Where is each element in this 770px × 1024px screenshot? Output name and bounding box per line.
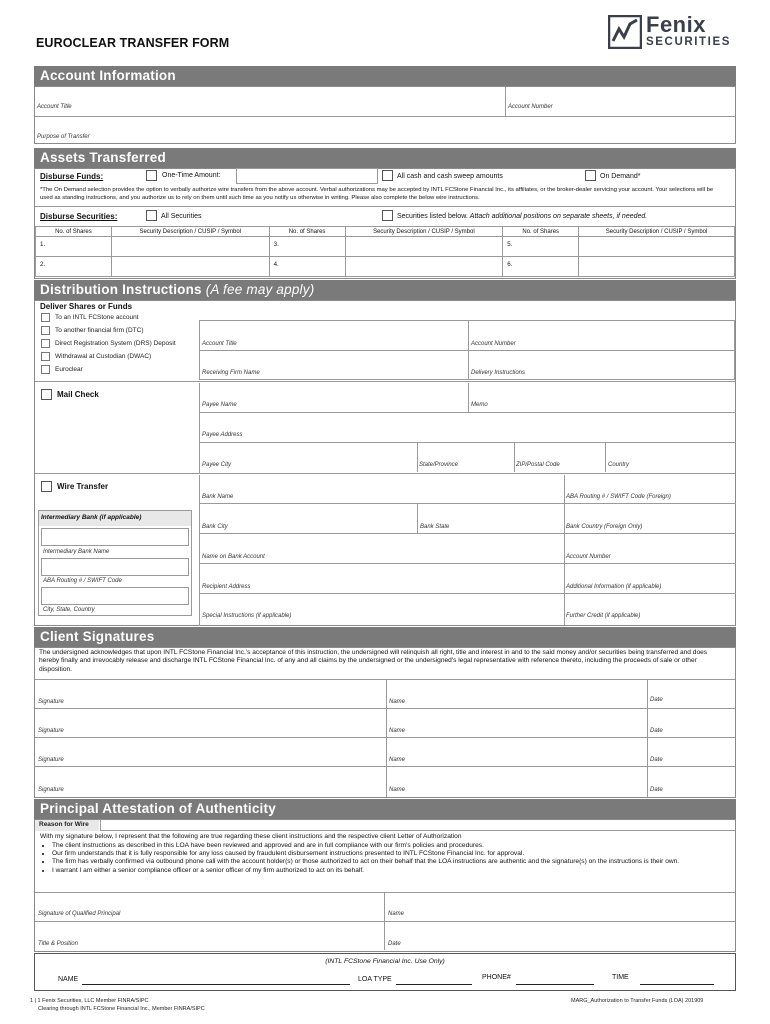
shares-cell[interactable]: 2.: [36, 257, 112, 277]
intermediary-heading: Intermediary Bank (if applicable): [41, 514, 142, 521]
signature-4-label: Signature: [38, 787, 64, 793]
on-demand-checkbox[interactable]: [585, 170, 596, 181]
payee-address-label: Payee Address: [202, 432, 243, 438]
recipient-address-field[interactable]: [201, 565, 561, 582]
reason-label: Reason for Wire: [39, 821, 89, 828]
col-desc-2: Security Description / CUSIP / Symbol: [345, 227, 503, 237]
option-drs-label: Direct Registration System (DRS) Deposit: [55, 340, 176, 347]
time-label: TIME: [612, 974, 629, 981]
date-1-label: Date: [650, 697, 663, 703]
title-position-field[interactable]: [37, 923, 382, 939]
intermediary-aba-field[interactable]: [41, 558, 189, 576]
section-distribution: Distribution Instructions (A fee may apply): [34, 280, 736, 300]
internal-use-heading: (INTL FCStone Financial Inc. Use Only): [325, 958, 445, 965]
option-dwac-checkbox[interactable]: [41, 352, 50, 361]
date-3-label: Date: [650, 757, 663, 763]
account-number-label: Account Number: [508, 104, 553, 110]
intermediary-name-field[interactable]: [41, 528, 189, 546]
name-2-label: Name: [389, 728, 406, 734]
section-attestation: Principal Attestation of Authenticity: [34, 799, 736, 819]
country-field[interactable]: [606, 444, 733, 462]
principal-date-label: Date: [388, 941, 401, 947]
further-credit-label: Further Credit (if applicable): [566, 613, 641, 619]
further-credit-field[interactable]: [566, 595, 733, 612]
one-time-label: One-Time Amount:: [162, 172, 221, 179]
date-4-label: Date: [650, 787, 663, 793]
payee-name-field[interactable]: [201, 384, 465, 402]
name-1-label: Name: [389, 699, 406, 705]
section-client-signatures: Client Signatures: [34, 627, 736, 647]
desc-cell[interactable]: [111, 237, 269, 257]
receiving-firm-field[interactable]: [201, 351, 465, 369]
intermediary-city-field[interactable]: [41, 587, 189, 605]
bank-city-label: Bank City: [202, 524, 228, 530]
all-securities-checkbox[interactable]: [146, 210, 157, 221]
form-title: EUROCLEAR TRANSFER FORM: [36, 36, 230, 50]
name-4-label: Name: [389, 787, 406, 793]
principal-signature-field[interactable]: [37, 894, 382, 910]
one-time-amount-input[interactable]: [236, 168, 378, 184]
col-desc-3: Security Description / CUSIP / Symbol: [579, 227, 735, 237]
table-row: [36, 237, 735, 257]
mail-check-label: Mail Check: [57, 390, 99, 399]
securities-table: [35, 226, 735, 277]
disburse-funds-label: Disburse Funds:: [40, 172, 104, 181]
principal-name-field[interactable]: [387, 894, 734, 910]
on-demand-note: *The On Demand selection provides the option to verbally authorize wire transfers from the above account. Verbal authorizations may be accepted by INTL FCStone Financial Inc., its affiliates, or the broker-dealer servicing your account. Your selections will be used as standing instructions, and you authorize us to rely on them until such time as you notify us otherwise in writing. Please also complete the below wire instructions.: [40, 187, 714, 201]
bank-name-field[interactable]: [201, 476, 561, 493]
principal-signature-label: Signature of Qualified Principal: [38, 911, 121, 917]
reason-field[interactable]: [100, 819, 735, 831]
receiving-firm-label: Receiving Firm Name: [202, 370, 260, 376]
bank-country-label: Bank Country (Foreign Only): [566, 524, 643, 530]
signature-1-label: Signature: [38, 699, 64, 705]
signature-3-field[interactable]: [37, 739, 384, 755]
list-item: • I warrant I am either a senior compliance officer or a senior officer of my firm authorized to act on its behalf.: [52, 867, 730, 875]
memo-label: Memo: [471, 402, 488, 408]
all-securities-label: All Securities: [161, 213, 202, 220]
all-cash-checkbox[interactable]: [382, 170, 393, 181]
intermediary-name-label: Intermediary Bank Name: [43, 549, 110, 555]
intermediary-city-label: City, State, Country: [43, 607, 95, 613]
principal-date-field[interactable]: [387, 923, 734, 939]
desc-cell[interactable]: [345, 257, 503, 277]
option-euroclear-label: Euroclear: [55, 366, 83, 373]
signatures-text: The undersigned acknowledges that upon INTL FCStone Financial Inc.'s acceptance of this instruction, the undersigned will relinquish all right, title and interest in and to the said money and/or securities being transferred and does hereby finally and irrevocably release and discharge INTL FCStone Financial Inc. of any and all claims by the undersigned or the undersigned's legal representative with reference thereto, including the proceeds of sale or other disposition.: [39, 649, 708, 673]
shares-cell[interactable]: 5.: [503, 237, 579, 257]
name-1-field[interactable]: [388, 681, 646, 697]
date-4-field[interactable]: [649, 768, 734, 784]
loa-type-line[interactable]: [396, 984, 472, 985]
col-shares-1: No. of Shares: [36, 227, 112, 237]
col-desc-1: Security Description / CUSIP / Symbol: [111, 227, 269, 237]
wire-account-number-label: Account Number: [566, 554, 611, 560]
shares-cell[interactable]: 4.: [269, 257, 345, 277]
account-title-field[interactable]: [36, 87, 504, 104]
signature-4-field[interactable]: [37, 768, 384, 784]
title-position-label: Title & Position: [38, 941, 78, 947]
name-on-account-label: Name on Bank Account: [202, 554, 265, 560]
additional-info-field[interactable]: [566, 565, 733, 582]
name-3-label: Name: [389, 757, 406, 763]
phone-label: PHONE#: [482, 974, 511, 981]
memo-field[interactable]: [469, 384, 733, 402]
securities-listed-checkbox[interactable]: [382, 210, 393, 221]
internal-name-label: NAME: [58, 976, 79, 983]
logo-subtitle: SECURITIES: [646, 36, 732, 48]
deliver-account-number-label: Account Number: [471, 341, 516, 347]
name-on-account-field[interactable]: [201, 535, 561, 552]
special-instructions-field[interactable]: [201, 595, 561, 612]
signature-2-label: Signature: [38, 728, 64, 734]
disburse-securities-label: Disburse Securities:: [40, 212, 118, 221]
footer-left-1: 1 | 1 Fenix Securities, LLC Member FINRA/SIPC: [30, 998, 149, 1004]
state-field[interactable]: [418, 444, 512, 462]
date-3-field[interactable]: [649, 739, 734, 755]
logo-name: Fenix: [646, 12, 706, 37]
deliver-account-title-field[interactable]: [201, 322, 465, 340]
deliver-account-number-field[interactable]: [469, 322, 733, 340]
state-label: State/Province: [419, 462, 459, 468]
date-2-field[interactable]: [649, 710, 734, 726]
option-dtc-label: To another financial firm (DTC): [55, 327, 144, 334]
shares-cell[interactable]: 3.: [269, 237, 345, 257]
internal-name-line[interactable]: [82, 984, 350, 985]
name-3-field[interactable]: [388, 739, 646, 755]
desc-cell[interactable]: [111, 257, 269, 277]
account-title-label: Account Title: [37, 104, 72, 110]
zip-label: ZIP/Postal Code: [516, 462, 560, 468]
loa-type-label: LOA TYPE: [358, 976, 392, 983]
attestation-intro: With my signature below, I represent that the following are true regarding these client instructions and the respective client Letter of Authorization: [40, 833, 462, 840]
shares-cell[interactable]: 6.: [503, 257, 579, 277]
date-1-field[interactable]: [649, 681, 734, 697]
recipient-address-label: Recipient Address: [202, 584, 251, 590]
bank-city-field[interactable]: [201, 505, 413, 522]
wire-transfer-checkbox[interactable]: [41, 481, 52, 492]
name-2-field[interactable]: [388, 710, 646, 726]
one-time-checkbox[interactable]: [146, 170, 157, 181]
bank-state-label: Bank State: [420, 524, 450, 530]
signature-2-field[interactable]: [37, 710, 384, 726]
footer-right: MARG_Authorization to Transfer Funds (LOA) 201909: [571, 998, 704, 1004]
account-number-field[interactable]: [506, 87, 734, 104]
footer-left-2: Clearing through INTL FCStone Financial Inc., Member FINRA/SIPC: [38, 1006, 205, 1012]
section-assets-transferred: Assets Transferred: [34, 148, 736, 168]
bank-state-field[interactable]: [418, 505, 562, 522]
option-dwac-label: Withdrawal at Custodian (DWAC): [55, 353, 152, 360]
name-4-field[interactable]: [388, 768, 646, 784]
shares-cell[interactable]: 1.: [36, 237, 112, 257]
desc-cell[interactable]: [579, 237, 735, 257]
signature-3-label: Signature: [38, 757, 64, 763]
list-item: • Our firm understands that it is fully responsible for any loss caused by fraudulent disbursement instructions presented to INTL FCStone Financial Inc. for approval.: [52, 850, 730, 858]
special-instructions-label: Special Instructions (if applicable): [202, 613, 292, 619]
section-account-information: Account Information: [34, 66, 736, 86]
fenix-logo: [608, 12, 736, 52]
deliver-label: Deliver Shares or Funds: [40, 302, 133, 311]
desc-cell[interactable]: [345, 237, 503, 257]
payee-city-label: Payee City: [202, 462, 232, 468]
wire-transfer-label: Wire Transfer: [57, 482, 109, 491]
date-2-label: Date: [650, 728, 663, 734]
time-line[interactable]: [640, 984, 714, 985]
mail-check-checkbox[interactable]: [41, 389, 52, 400]
fenix-logo-icon: [608, 15, 642, 49]
attestation-bullets: [40, 842, 730, 875]
payee-address-field[interactable]: [201, 414, 733, 432]
list-item: • The firm has verbally confirmed via outbound phone call with the account holder(s) or those authorized to act on their behalf that the LOA instructions are authentic and the signature(s) on the instructions is their own.: [52, 858, 730, 866]
bank-country-field[interactable]: [566, 505, 733, 522]
option-drs-checkbox[interactable]: [41, 339, 50, 348]
option-dtc-checkbox[interactable]: [41, 326, 50, 335]
col-shares-3: No. of Shares: [503, 227, 579, 237]
country-label: Country: [608, 462, 630, 468]
aba-foreign-field[interactable]: [566, 476, 733, 493]
signature-1-field[interactable]: [37, 681, 384, 697]
securities-listed-label: Securities listed below. Attach additional positions on separate sheets, if needed.: [397, 213, 648, 220]
phone-line[interactable]: [516, 984, 594, 985]
bank-name-label: Bank Name: [202, 494, 234, 500]
payee-city-field[interactable]: [201, 444, 413, 462]
principal-name-label: Name: [388, 911, 405, 917]
list-item: • The client instructions as described in this LOA have been reviewed and approved and are in full compliance with our firm's policies and procedures.: [52, 842, 730, 850]
deliver-account-title-label: Account Title: [202, 341, 237, 347]
aba-foreign-label: ABA Routing # / SWIFT Code (Foreign): [566, 494, 671, 500]
option-intl-label: To an INTL FCStone account: [55, 314, 139, 321]
option-euroclear-checkbox[interactable]: [41, 365, 50, 374]
wire-account-number-field[interactable]: [566, 535, 733, 552]
purpose-label: Purpose of Transfer: [37, 134, 90, 140]
col-shares-2: No. of Shares: [269, 227, 345, 237]
desc-cell[interactable]: [579, 257, 735, 277]
all-cash-label: All cash and cash sweep amounts: [397, 173, 503, 180]
payee-name-label: Payee Name: [202, 402, 237, 408]
table-row: [36, 257, 735, 277]
option-intl-checkbox[interactable]: [41, 313, 50, 322]
additional-info-label: Additional Information (if applicable): [566, 584, 662, 590]
intermediary-aba-label: ABA Routing # / SWIFT Code: [43, 578, 122, 584]
delivery-instructions-field[interactable]: [469, 351, 733, 369]
on-demand-label: On Demand*: [600, 173, 641, 180]
purpose-field[interactable]: [36, 117, 734, 134]
zip-field[interactable]: [515, 444, 603, 462]
delivery-instructions-label: Delivery Instructions: [471, 370, 526, 376]
